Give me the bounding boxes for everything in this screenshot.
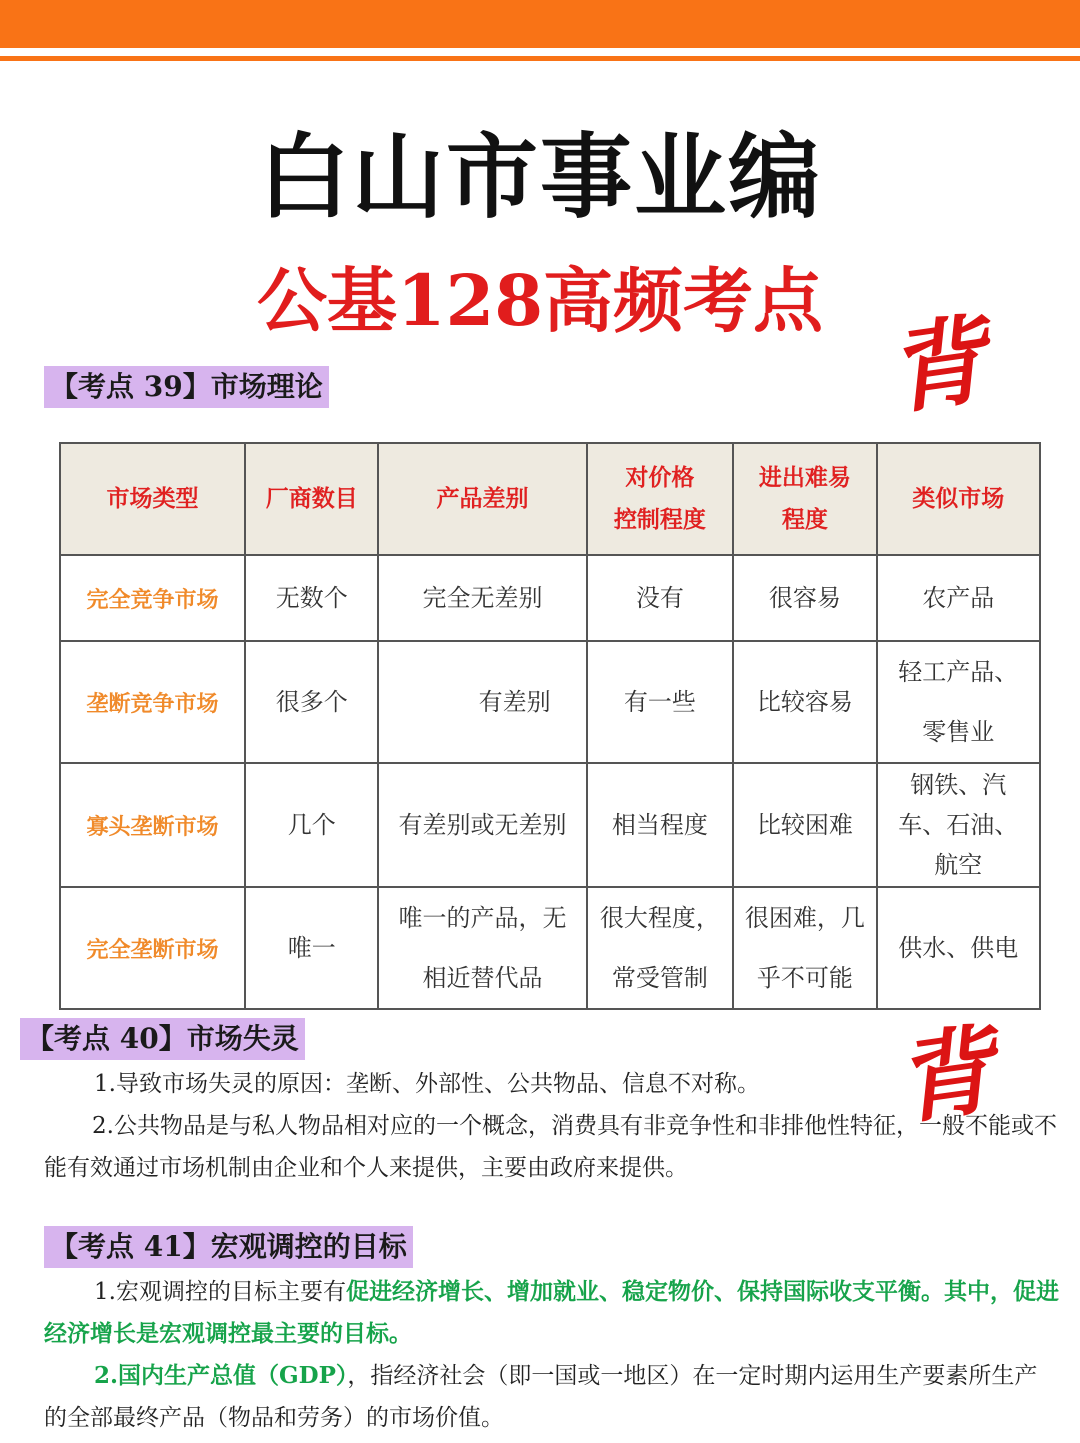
table-cell: 有差别或无差别 [378, 763, 586, 887]
table-cell: 唯一 [245, 887, 378, 1009]
table-cell: 比较困难 [733, 763, 877, 887]
table-cell: 有差别 [378, 641, 586, 763]
table-header-row [60, 443, 1040, 555]
paragraph [44, 1355, 1059, 1439]
table-cell: 有一些 [587, 641, 733, 763]
top-orange-bar [0, 0, 1080, 48]
table-cell: 钢铁、汽 车、石油、 航空 [877, 763, 1040, 887]
top-orange-line [0, 56, 1080, 61]
section-41-body [44, 1271, 1059, 1439]
section-heading-39: 【考点 39】市场理论 [44, 366, 329, 408]
table-cell: 相当程度 [587, 763, 733, 887]
paragraph-text: 1.宏观调控的目标主要有 [94, 1279, 346, 1305]
section-heading-40: 【考点 40】市场失灵 [20, 1018, 305, 1060]
table-row-label: 垄断竞争市场 [60, 641, 245, 763]
table-header-cell: 厂商数目 [245, 443, 378, 555]
table-header-cell: 市场类型 [60, 443, 245, 555]
table-cell: 几个 [245, 763, 378, 887]
table-cell: 供水、供电 [877, 887, 1040, 1009]
table-cell: 轻工产品、 零售业 [877, 641, 1040, 763]
paragraph: 2.公共物品是与私人物品相对应的一个概念，消费具有非竞争性和非排他性特征，一般不能或不能有效通过市场机制由企业和个人来提供，主要由政府来提供。 [44, 1113, 1057, 1181]
table-cell: 无数个 [245, 555, 378, 641]
table-cell: 很困难，几 乎不可能 [733, 887, 877, 1009]
section-40-body [44, 1063, 1059, 1189]
table-header-cell: 进出难易 程度 [733, 443, 877, 555]
table-header-cell: 对价格 控制程度 [587, 443, 733, 555]
table-cell: 完全无差别 [378, 555, 586, 641]
table-header-cell: 产品差别 [378, 443, 586, 555]
table-row-label: 完全竞争市场 [60, 555, 245, 641]
highlight-text: 2.国内生产总值（GDP） [94, 1362, 348, 1389]
table-cell: 比较容易 [733, 641, 877, 763]
highlight-text: 促进经济增长、增加就业、稳定物价、保持国际收支平衡。其中，促进经济增长是宏观调控最主要的目标。 [44, 1278, 1059, 1347]
table-row [60, 555, 1040, 641]
table-row-label: 完全垄断市场 [60, 887, 245, 1009]
memorize-stamp: 背 [881, 302, 993, 429]
paragraph [44, 1271, 1059, 1355]
table-cell: 很多个 [245, 641, 378, 763]
market-theory-table [59, 442, 1041, 1010]
table-cell: 很容易 [733, 555, 877, 641]
table-cell: 农产品 [877, 555, 1040, 641]
table-row [60, 641, 1040, 763]
table-header-cell: 类似市场 [877, 443, 1040, 555]
paragraph-text: ，指经济社会（即一国或一地区）在一定时期内运用生产要素所生产的全部最终产品（物品和劳务）的市场价值。 [44, 1363, 1038, 1431]
section-heading-41: 【考点 41】宏观调控的目标 [44, 1226, 413, 1268]
memorize-stamp: 背 [889, 1012, 1001, 1139]
table-row [60, 887, 1040, 1009]
page-title: 白山市事业编 [257, 124, 822, 231]
table-row-label: 寡头垄断市场 [60, 763, 245, 887]
table-cell: 没有 [587, 555, 733, 641]
paragraph: 1.导致市场失灵的原因：垄断、外部性、公共物品、信息不对称。 [94, 1071, 760, 1097]
table-cell: 唯一的产品，无 相近替代品 [378, 887, 586, 1009]
table-row [60, 763, 1040, 887]
table-cell: 很大程度， 常受管制 [587, 887, 733, 1009]
page-subtitle: 公基128高频考点 [256, 259, 824, 342]
